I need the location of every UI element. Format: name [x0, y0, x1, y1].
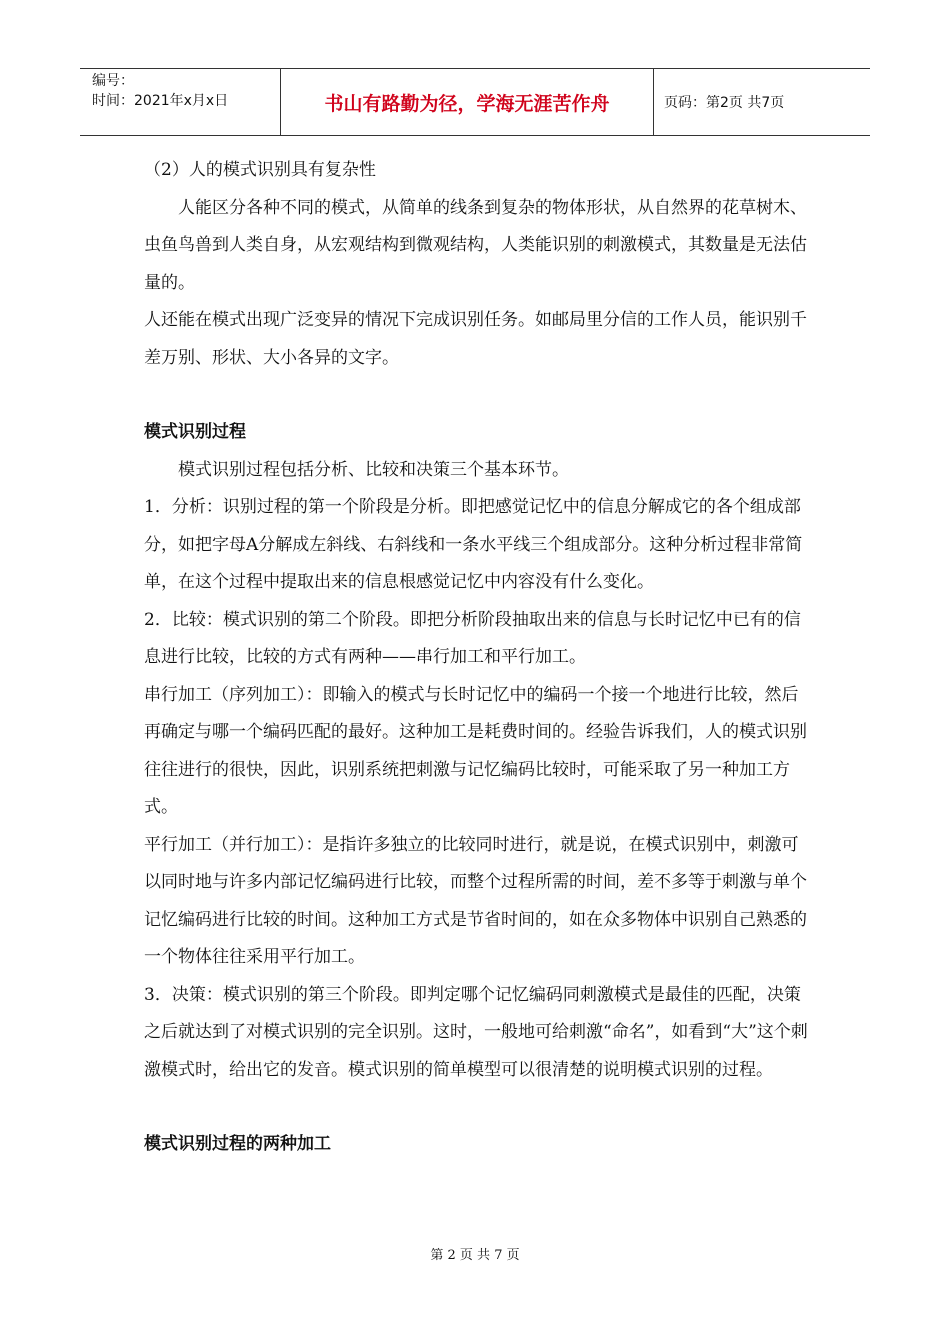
paragraph: 平行加工（并行加工）：是指许多独立的比较同时进行，就是说，在模式识别中，刺激可以同时地与许多内部记忆编码进行比较，而整个过程所需的时间，差不多等于刺激与单个记忆编码进行比较的时间。这种加工方式是节省时间的，如在众多物体中识别自己熟悉的一个物体往往采用平行加工。	[144, 834, 807, 967]
header-motto: 书山有路勤为径，学海无涯苦作舟	[281, 69, 654, 135]
paragraph: 2．比较：模式识别的第二个阶段。即把分析阶段抽取出来的信息与长时记忆中已有的信息进行比较，比较的方式有两种——串行加工和平行加工。	[144, 609, 801, 667]
page-footer: 第 2 页 共 7 页	[430, 1248, 520, 1263]
paragraph: 人还能在模式出现广泛变异的情况下完成识别任务。如邮局里分信的工作人员，能识别千差万别、形状、大小各异的文字。	[144, 310, 807, 368]
paragraph: 模式识别过程包括分析、比较和决策三个基本环节。	[178, 459, 569, 480]
section-heading: 模式识别过程的两种加工	[144, 1134, 331, 1154]
document-date: 时间：2021年x月x日	[92, 93, 229, 109]
document-body	[144, 152, 812, 1164]
paragraph: 串行加工（序列加工）：即输入的模式与长时记忆中的编码一个接一个地进行比较，然后再确定与哪一个编码匹配的最好。这种加工是耗费时间的。经验告诉我们，人的模式识别往往进行的很快，因此，识别系统把刺激与记忆编码比较时，可能采取了另一种加工方式。	[144, 684, 807, 817]
section-heading: 模式识别过程	[144, 422, 246, 442]
page-header	[80, 68, 870, 136]
document-number-label: 编号：	[92, 73, 134, 89]
sub-heading: （2）人的模式识别具有复杂性	[144, 160, 376, 180]
header-page-info: 页码：第2页 共7页	[664, 95, 785, 111]
paragraph: 1．分析：识别过程的第一个阶段是分析。即把感觉记忆中的信息分解成它的各个组成部分，如把字母A分解成左斜线、右斜线和一条水平线三个组成部分。这种分析过程非常简单，在这个过程中提取出来的信息根感觉记忆中内容没有什么变化。	[144, 497, 803, 592]
header-meta	[80, 69, 281, 135]
paragraph: 3．决策：模式识别的第三个阶段。即判定哪个记忆编码同刺激模式是最佳的匹配，决策之后就达到了对模式识别的完全识别。这时，一般地可给刺激“命名”，如看到“大”这个刺激模式时，给出它的发音。模式识别的简单模型可以很清楚的说明模式识别的过程。	[144, 984, 808, 1080]
paragraph: 人能区分各种不同的模式，从简单的线条到复杂的物体形状，从自然界的花草树木、虫鱼鸟兽到人类自身，从宏观结构到微观结构，人类能识别的刺激模式，其数量是无法估量的。	[144, 197, 807, 293]
